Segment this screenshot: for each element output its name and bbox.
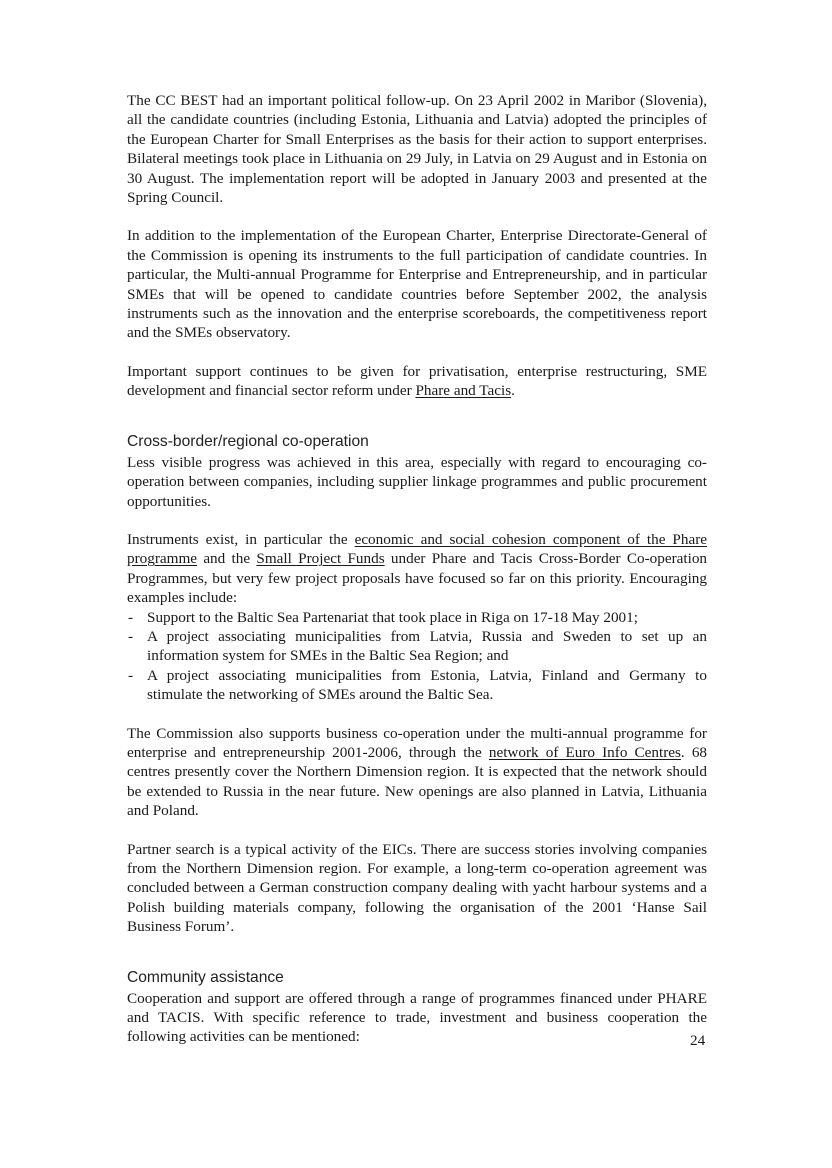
paragraph-phare-support <box>127 362 707 401</box>
page-number: 24 <box>690 1032 706 1049</box>
paragraph-commission-eic <box>127 724 707 821</box>
paragraph-cc-best: The CC BEST had an important political follow-up. On 23 April 2002 in Maribor (Slovenia), all the candidate countries (including Estonia, Lithuania and Latvia) adopted the principles of the European Charter for Small Enterprises as the basis for their action to support enterprises. Bilateral meetings took place in Lithuania on 29 July, in Latvia on 29 August and in Estonia on 30 August. The implementation report will be adopted in January 2003 and presented at the Spring Council. <box>127 92 707 207</box>
text-span: under Phare and Tacis Cross-Border Co-operation Programmes, but very few project proposals have focused so far on this priority. Encouraging examples include: <box>127 550 708 607</box>
list-item: - A project associating municipalities from Latvia, Russia and Sweden to set up an information system for SMEs in the Baltic Sea Region; and <box>127 627 707 666</box>
text-span: Important support continues to be given for privatisation, enterprise restructuring, SME development and financial sector reform under <box>127 362 707 400</box>
heading-community-assistance: Community assistance <box>127 968 284 986</box>
list-item: - Support to the Baltic Sea Partenariat that took place in Riga on 17-18 May 2001; <box>127 608 707 627</box>
text-span: Instruments exist, in particular the <box>127 530 355 548</box>
phare-tacis-link[interactable]: Phare and Tacis <box>415 382 512 400</box>
paragraph-enterprise-dg: In addition to the implementation of the European Charter, Enterprise Directorate-General of the Commission is opening its instruments to the full participation of candidate countries. In particular, the Multi-annual Programme for Enterprise and Entrepreneurship, and in particular SMEs that will be opened to candidate countries before September 2002, the analysis instruments such as the innovation and the enterprise scoreboards, the competitiveness report and the SMEs observatory. <box>127 227 707 342</box>
paragraph-less-visible-progress: Less visible progress was achieved in this area, especially with regard to encouraging co-operation between companies, including supplier linkage programmes and public procurement opportunities. <box>127 453 707 510</box>
paragraph-cooperation-support: Cooperation and support are offered through a range of programmes financed under PHARE and TACIS. With specific reference to trade, investment and business cooperation the following activities can be mentioned: <box>127 989 707 1046</box>
examples-list <box>127 608 707 705</box>
cohesion-component-link[interactable]: economic and social cohesion component of the Phare programme <box>127 530 707 568</box>
text-span: . 68 centres presently cover the Northern Dimension region. It is expected that the network should be extended to Russia in the near future. New openings are also planned in Latvia, Lithuania and Poland. <box>127 743 708 820</box>
page-body <box>127 91 707 1047</box>
text-span: . <box>511 382 515 400</box>
heading-cross-border: Cross-border/regional co-operation <box>127 432 369 450</box>
list-item: - A project associating municipalities from Estonia, Latvia, Finland and Germany to stimulate the networking of SMEs around the Baltic Sea. <box>127 666 707 705</box>
text-span: The Commission also supports business co-operation under the multi-annual programme for enterprise and entrepreneurship 2001-2006, through the <box>127 724 707 761</box>
paragraph-partner-search: Partner search is a typical activity of the EICs. There are success stories involving companies from the Northern Dimension region. For example, a long-term co-operation agreement was concluded between a German construction company dealing with yacht harbour systems and a Polish building materials company, following the organisation of the 2001 ‘Hanse Sail Business Forum’. <box>127 840 707 936</box>
paragraph-instruments <box>127 530 707 608</box>
euro-info-centres-link[interactable]: network of Euro Info Centres <box>488 743 681 761</box>
small-project-funds-link[interactable]: Small Project Funds <box>256 550 385 568</box>
text-span: and the <box>197 550 257 568</box>
